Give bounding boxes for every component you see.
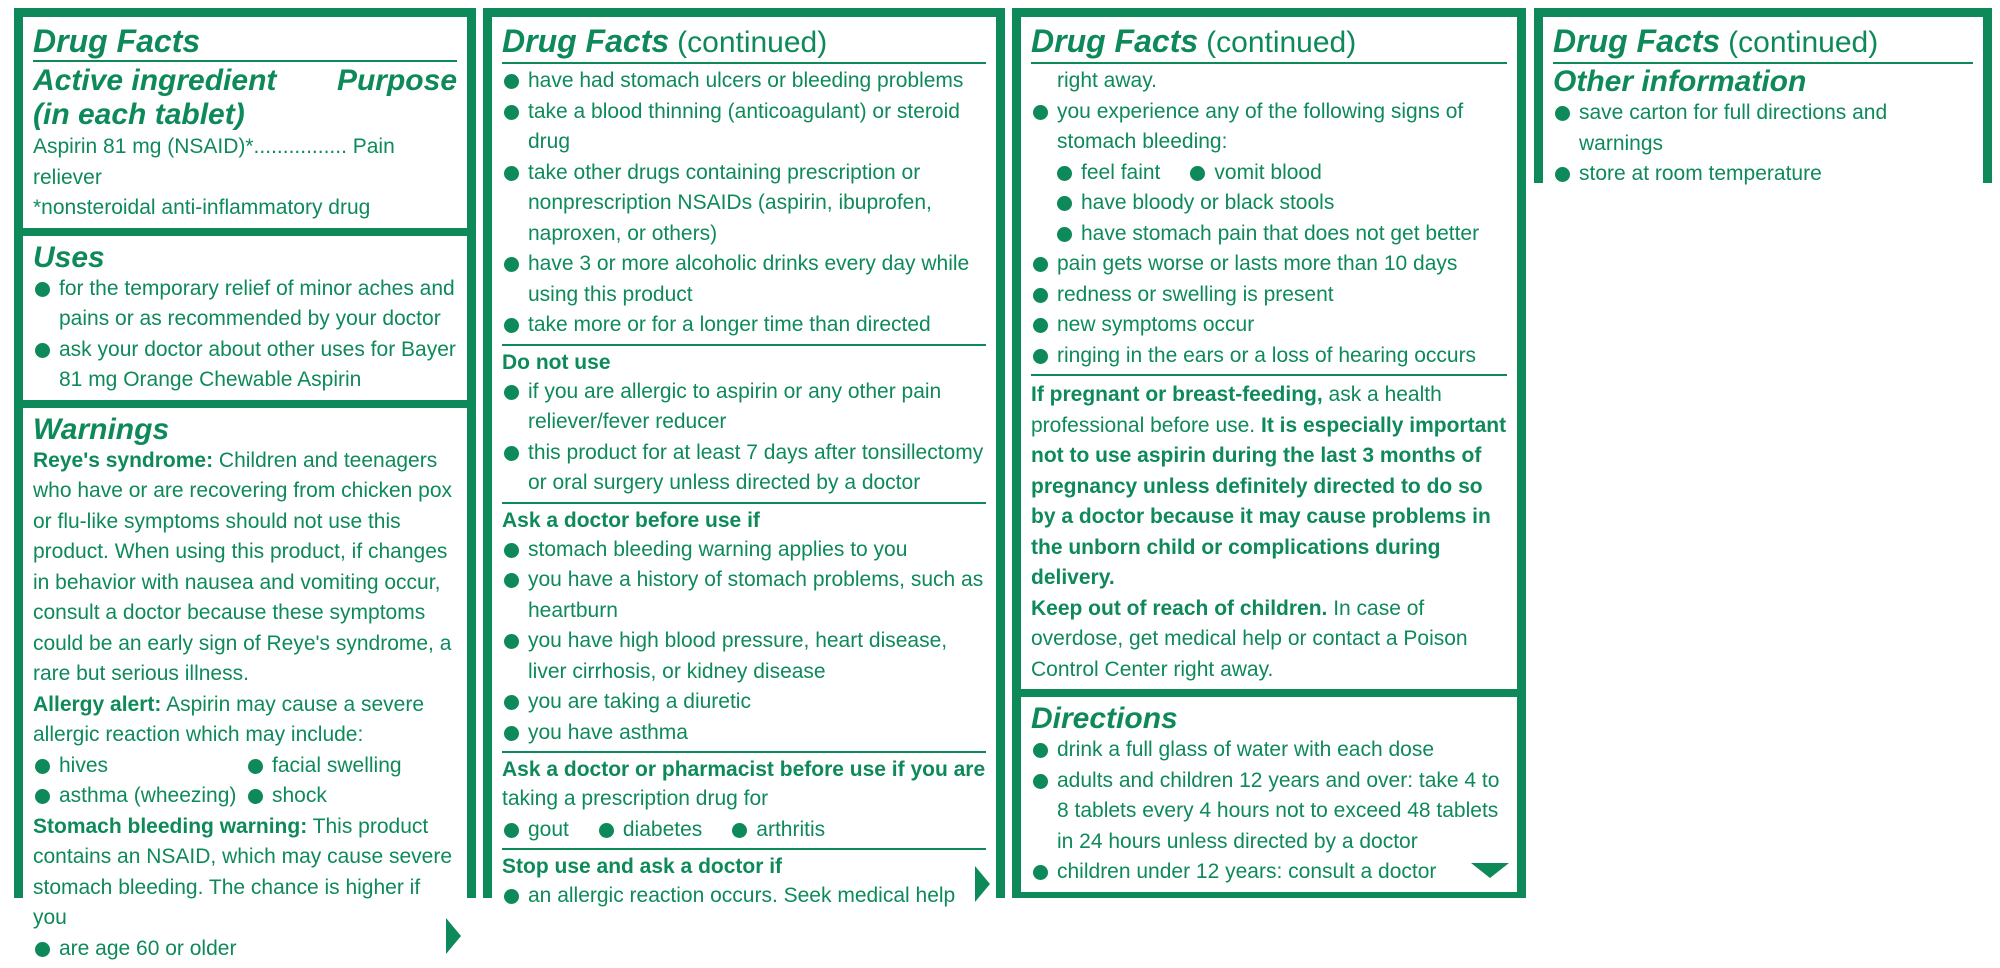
list-item: shock	[246, 781, 457, 812]
reye-paragraph: Reye's syndrome: Children and teenagers who have or are recovering from chicken pox or flu-like symptoms should not use this product. When using this product, if changes in behavior with nausea and vomiting occur, consult a doctor because these symptoms could be an early sign of Reye's syndrome, a rare but serious illness.	[33, 446, 457, 690]
stop-use-title: Stop use and ask a doctor if	[502, 853, 986, 881]
active-ingredient-subtitle: (in each tablet)	[33, 98, 276, 132]
allergy-paragraph: Allergy alert: Aspirin may cause a severe allergic reaction which may include:	[33, 690, 457, 751]
continued-stop-box	[1021, 17, 1517, 689]
list-item: ringing in the ears or a loss of hearing occurs	[1031, 341, 1507, 372]
list-item: diabetes	[597, 815, 702, 846]
divider	[1031, 374, 1507, 376]
list-item: this product for at least 7 days after tonsillectomy or oral surgery unless directed by a doctor	[502, 438, 986, 499]
panel-header: Drug Facts (continued)	[1031, 23, 1507, 64]
list-item: ask your doctor about other uses for Bayer 81 mg Orange Chewable Aspirin	[33, 335, 457, 396]
purpose-title: Purpose	[337, 64, 457, 98]
ask-pharmacist-title: Ask a doctor or pharmacist before use if you are	[502, 756, 986, 784]
ask-doctor-title: Ask a doctor before use if	[502, 507, 986, 535]
list-item: if you are allergic to aspirin or any other pain reliever/fever reducer	[502, 377, 986, 438]
continued-warnings-box	[492, 17, 996, 916]
list-item: vomit blood	[1188, 158, 1321, 189]
list-item: take other drugs containing prescription or nonprescription NSAIDs (aspirin, ibuprofen, naproxen, or others)	[502, 158, 986, 250]
list-item: you have high blood pressure, heart disease, liver cirrhosis, or kidney disease	[502, 626, 986, 687]
list-item: for the temporary relief of minor aches and pains or as recommended by your doctor	[33, 274, 457, 335]
list-item: you experience any of the following signs of stomach bleeding:	[1031, 97, 1507, 158]
do-not-use-title: Do not use	[502, 349, 986, 377]
list-item: store at room temperature	[1553, 159, 1973, 190]
list-item: have 3 or more alcoholic drinks every day while using this product	[502, 249, 986, 310]
prescription-list	[502, 815, 986, 846]
list-item: have had stomach ulcers or bleeding problems	[502, 66, 986, 97]
list-item: are age 60 or older	[33, 934, 457, 965]
continue-arrow-icon	[975, 866, 990, 902]
continue-down-arrow-icon	[1471, 863, 1509, 878]
directions-title: Directions	[1031, 703, 1507, 735]
list-item: adults and children 12 years and over: take 4 to 8 tablets every 4 hours not to exceed 48 tablets in 24 hours unless directed by a doctor	[1031, 766, 1507, 858]
uses-box	[23, 236, 467, 400]
panel-header: Drug Facts (continued)	[1553, 23, 1973, 64]
list-item: gout	[502, 815, 569, 846]
footnote: *nonsteroidal anti-inflammatory drug	[33, 193, 457, 224]
list-item: arthritis	[730, 815, 825, 846]
drug-facts-panel-4	[1534, 8, 1992, 183]
allergy-list	[33, 751, 457, 812]
panel-header: Drug Facts (continued)	[502, 23, 986, 64]
list-item: an allergic reaction occurs. Seek medical help	[502, 881, 986, 912]
warnings-title: Warnings	[33, 414, 457, 446]
list-item: have bloody or black stools	[1055, 188, 1507, 219]
active-ingredient-title: Active ingredient	[33, 64, 276, 98]
directions-box	[1021, 697, 1517, 892]
drug-facts-panel-1	[14, 8, 476, 898]
uses-title: Uses	[33, 242, 457, 274]
list-item: you have asthma	[502, 718, 986, 749]
list-item: take more or for a longer time than directed	[502, 310, 986, 341]
stomach-paragraph: Stomach bleeding warning: This product contains an NSAID, which may cause severe stomach bleeding. The chance is higher if you	[33, 812, 457, 934]
bleeding-signs-row	[1055, 158, 1507, 189]
list-item: you are taking a diuretic	[502, 687, 986, 718]
list-item: redness or swelling is present	[1031, 280, 1507, 311]
ingredient-line: Aspirin 81 mg (NSAID)*................ Pain reliever	[33, 132, 457, 193]
list-item: you have a history of stomach problems, such as heartburn	[502, 565, 986, 626]
list-item: drink a full glass of water with each dose	[1031, 735, 1507, 766]
pregnancy-paragraph: If pregnant or breast-feeding, ask a health professional before use. It is especially important not to use aspirin during the last 3 months of pregnancy unless definitely directed to do so by a doctor because it may cause problems in the unborn child or complications during delivery.	[1031, 380, 1507, 594]
drug-facts-panel-3	[1012, 8, 1526, 898]
drug-facts-panel-2	[483, 8, 1005, 898]
list-item: stomach bleeding warning applies to you	[502, 535, 986, 566]
warnings-box	[23, 408, 467, 968]
divider	[502, 502, 986, 504]
keep-out-paragraph: Keep out of reach of children. In case of overdose, get medical help or contact a Poison Control Center right away.	[1031, 594, 1507, 686]
other-information-box	[1543, 17, 1983, 194]
list-item: children under 12 years: consult a doctor	[1031, 857, 1507, 888]
active-ingredient-box	[23, 17, 467, 228]
divider	[502, 751, 986, 753]
panel-header: Drug Facts	[33, 23, 457, 62]
ask-pharmacist-text: taking a prescription drug for	[502, 784, 986, 815]
list-item: asthma (wheezing)	[33, 781, 246, 812]
list-item: save carton for full directions and warnings	[1553, 98, 1973, 159]
divider	[502, 344, 986, 346]
list-item: facial swelling	[246, 751, 457, 782]
list-item: take a blood thinning (anticoagulant) or steroid drug	[502, 97, 986, 158]
divider	[502, 848, 986, 850]
continue-arrow-icon	[446, 918, 461, 954]
list-item: feel faint	[1055, 158, 1160, 189]
list-item: new symptoms occur	[1031, 310, 1507, 341]
list-item: pain gets worse or lasts more than 10 days	[1031, 249, 1507, 280]
continued-line: right away.	[1031, 66, 1507, 97]
list-item: have stomach pain that does not get better	[1055, 219, 1507, 250]
list-item: hives	[33, 751, 246, 782]
other-information-title: Other information	[1553, 66, 1973, 98]
